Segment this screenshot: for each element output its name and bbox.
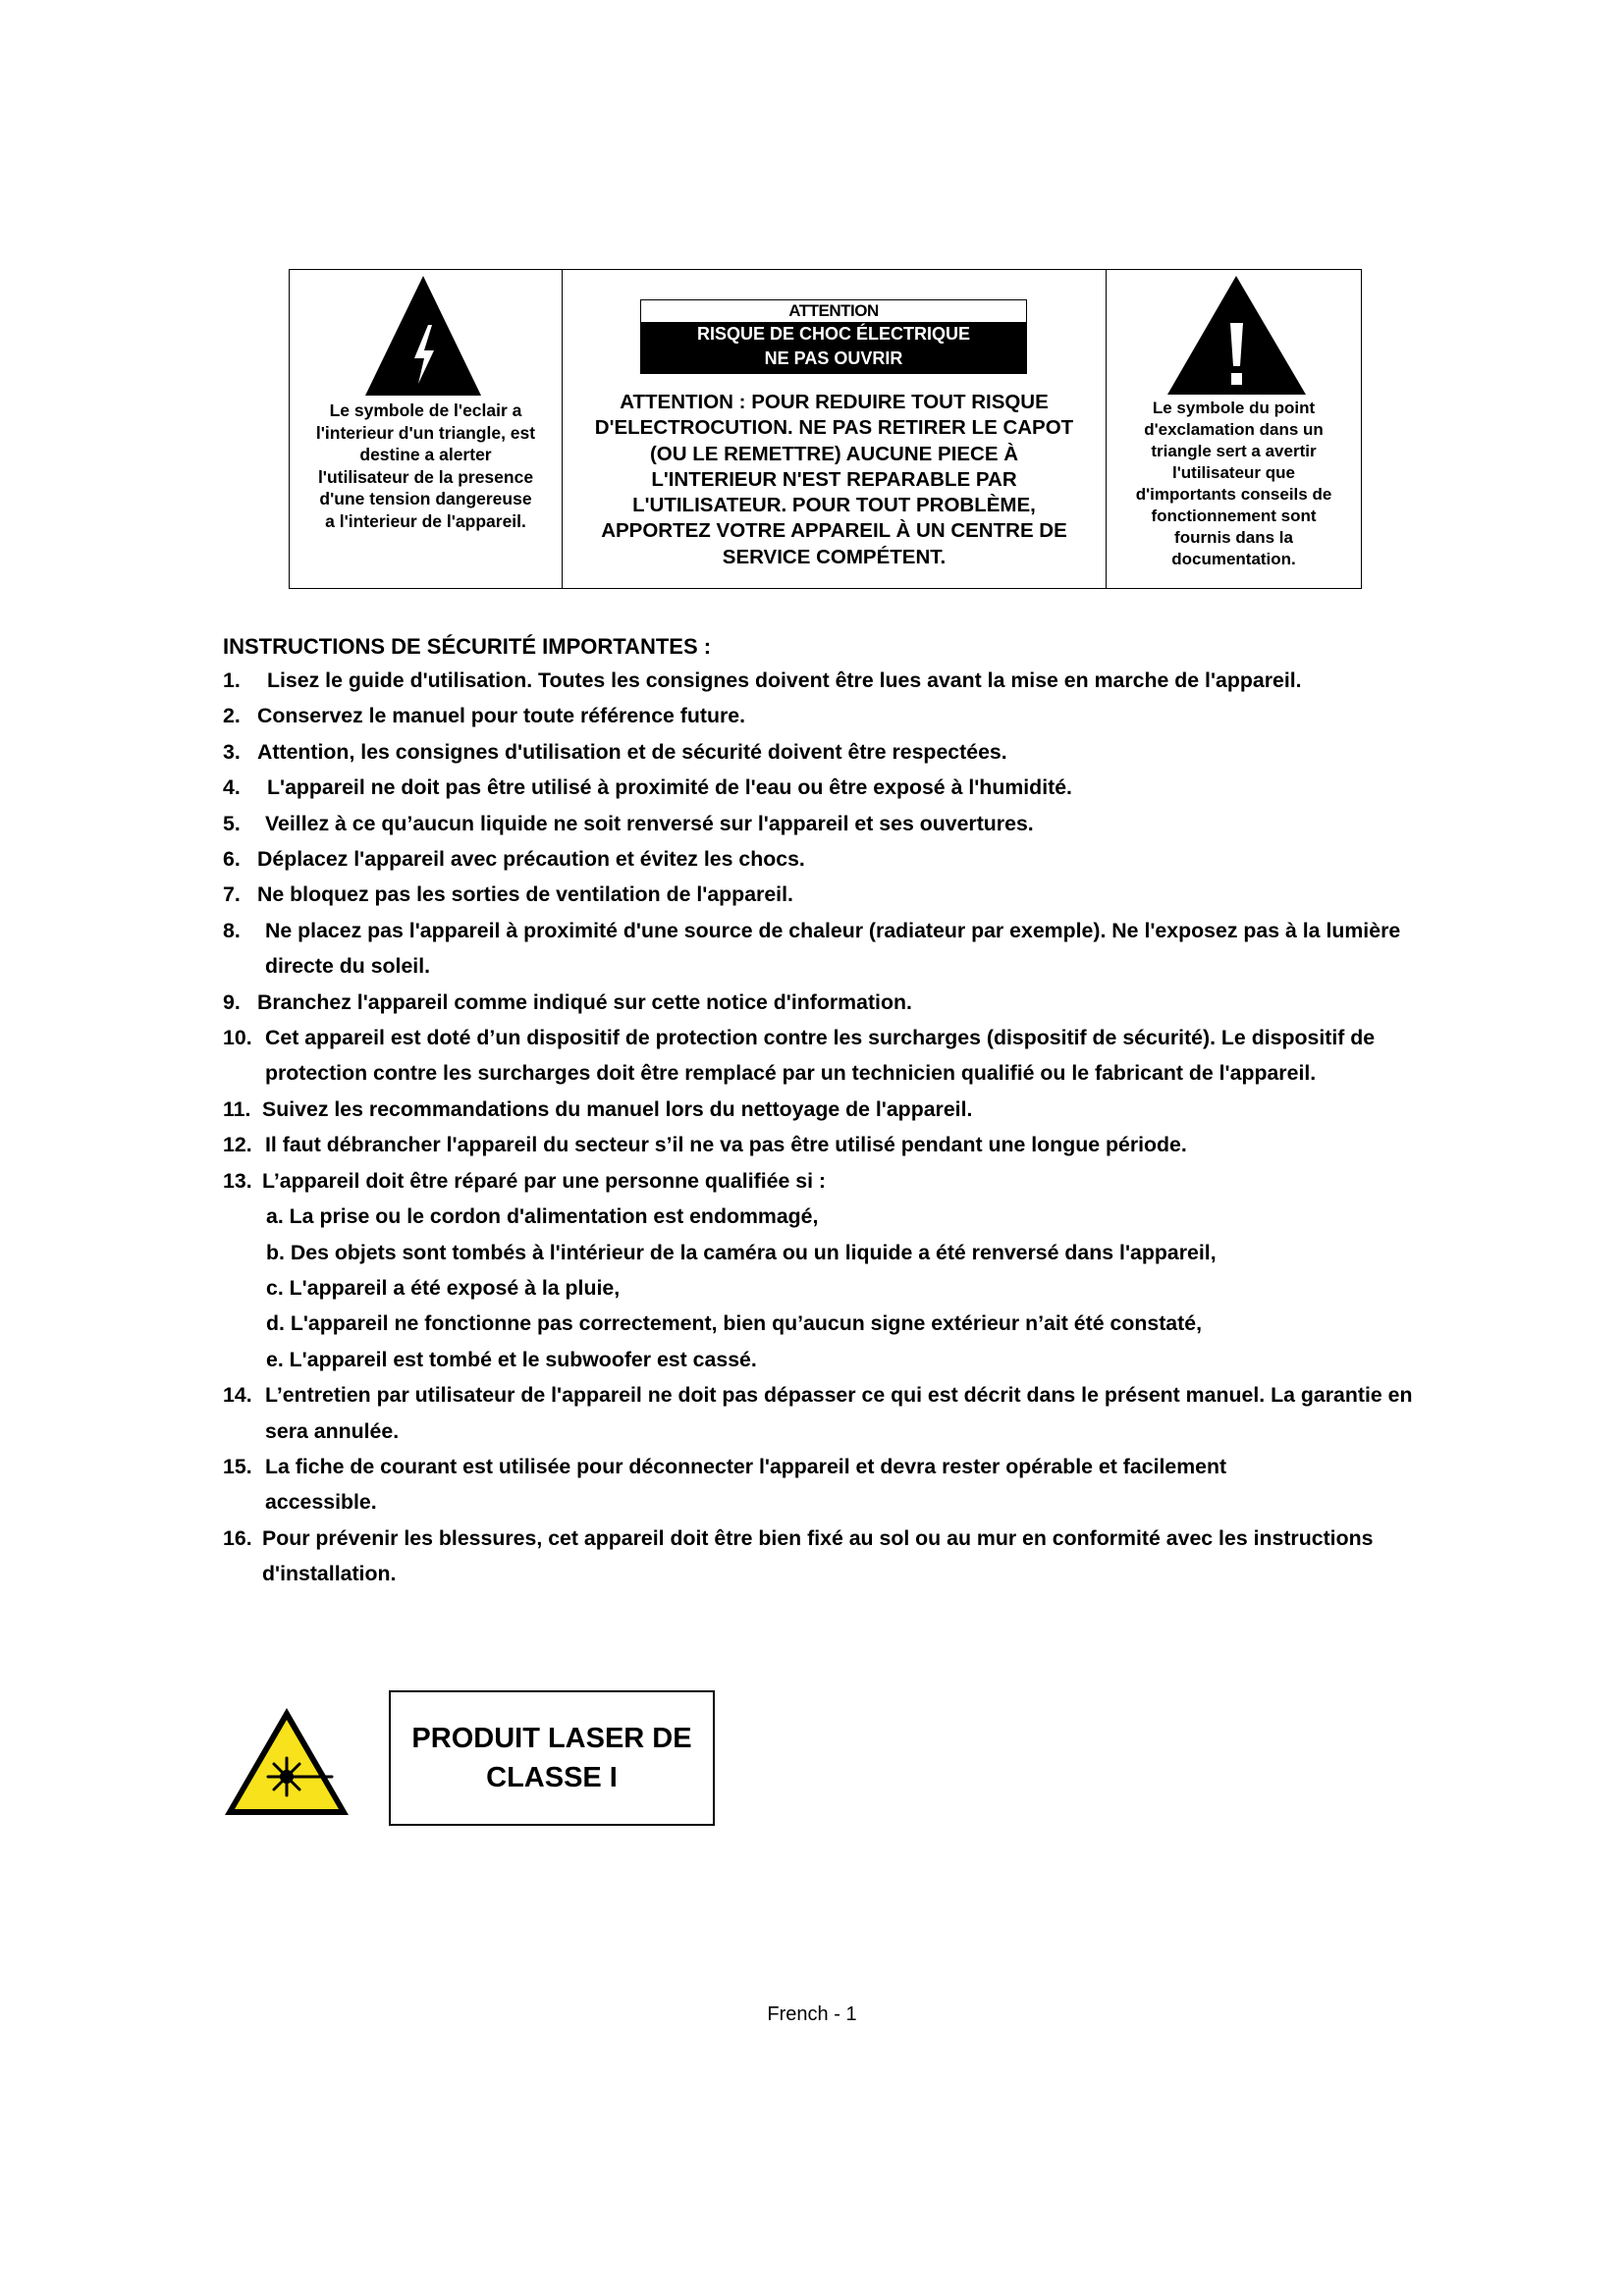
caution-label-banner: RISQUE DE CHOC ÉLECTRIQUE NE PAS OUVRIR <box>641 322 1026 373</box>
lightning-symbol-cell <box>290 270 563 588</box>
caution-cell <box>563 270 1107 588</box>
instruction-item: 4. L'appareil ne doit pas être utilisé à proximité de l'eau ou être exposé à l'humidité. <box>223 775 1072 800</box>
instruction-item: 14. L’entretien par utilisateur de l'appareil ne doit pas dépasser ce qui est décrit dans le présent manuel. La garantie en sera annulée. <box>223 1383 1413 1443</box>
exclamation-symbol-cell <box>1107 270 1361 588</box>
instruction-item: 8. Ne placez pas l'appareil à proximité d'une source de chaleur (radiateur par exemple). Ne l'exposez pas à la lumière directe du soleil. <box>223 918 1401 979</box>
instruction-item: 3. Attention, les consignes d'utilisation et de sécurité doivent être respectées. <box>223 739 1007 764</box>
sub-item: a. La prise ou le cordon d'alimentation est endommagé, <box>266 1204 819 1229</box>
exclamation-symbol-description: Le symbole du point d'exclamation dans un triangle sert a avertir l'utilisateur que d'importants conseils de fonctionnement sont fournis dans la documentation. <box>1135 399 1332 568</box>
instruction-item: 9. Branchez l'appareil comme indiqué sur cette notice d'information. <box>223 989 912 1014</box>
exclamation-warning-icon <box>1165 274 1308 397</box>
caution-label <box>640 299 1027 374</box>
instruction-item: 2. Conservez le manuel pour toute référence future. <box>223 704 746 728</box>
sub-item: c. L'appareil a été exposé à la pluie, <box>266 1275 621 1300</box>
instruction-item: 15. La fiche de courant est utilisée pour déconnecter l'appareil et devra rester opérable et facilement accessible. <box>223 1454 1227 1515</box>
lightning-warning-icon <box>363 274 483 398</box>
sub-item: e. L'appareil est tombé et le subwoofer est cassé. <box>266 1347 757 1371</box>
instruction-item: 6. Déplacez l'appareil avec précaution et évitez les chocs. <box>223 847 805 872</box>
safety-warning-panel <box>289 269 1362 589</box>
instruction-item: 10. Cet appareil est doté d’un dispositif de protection contre les surcharges (dispositif de sécurité). Le dispositif de protection contre les surcharges doit être remplacé par un technicien qualifié ou le fabricant de l'appareil. <box>223 1026 1376 1086</box>
laser-warning-icon <box>222 1705 352 1818</box>
instruction-item: 12. Il faut débrancher l'appareil du secteur s’il ne va pas être utilisé pendant une longue période. <box>223 1133 1187 1157</box>
instructions-list <box>223 663 1460 1592</box>
caution-label-title: ATTENTION <box>788 301 879 320</box>
instruction-item: 5. Veillez à ce qu’aucun liquide ne soit renversé sur l'appareil et ses ouvertures. <box>223 811 1034 835</box>
instruction-item: 7. Ne bloquez pas les sorties de ventilation de l'appareil. <box>223 882 793 907</box>
lightning-symbol-description: Le symbole de l'eclair a l'interieur d'un triangle, est destine a alerter l'utilisateur de la presence d'une tension dangereuse a l'interieur de l'appareil. <box>315 400 536 531</box>
caution-text: ATTENTION : POUR REDUIRE TOUT RISQUE D'ELECTROCUTION. NE PAS RETIRER LE CAPOT (OU LE REMETTRE) AUCUNE PIECE À L'INTERIEUR N'EST REPARABLE PAR L'UTILISATEUR. POUR TOUT PROBLÈME, APPORTEZ VOTRE APPAREIL À UN CENTRE DE SERVICE COMPÉTENT. <box>594 391 1074 568</box>
page-footer: French - 1 <box>767 2003 857 2025</box>
instructions-title: INSTRUCTIONS DE SÉCURITÉ IMPORTANTES : <box>223 634 712 659</box>
sub-item: d. L'appareil ne fonctionne pas correctement, bien qu’aucun signe extérieur n’ait été constaté, <box>266 1311 1202 1336</box>
sub-item: b. Des objets sont tombés à l'intérieur de la caméra ou un liquide a été renversé dans l'appareil, <box>266 1240 1217 1264</box>
laser-class-label: PRODUIT LASER DE CLASSE I <box>389 1690 715 1826</box>
instruction-item: 16. Pour prévenir les blessures, cet appareil doit être bien fixé au sol ou au mur en conformité avec les instructions d'installation. <box>223 1525 1374 1586</box>
instruction-item: 1. Lisez le guide d'utilisation. Toutes les consignes doivent être lues avant la mise en marche de l'appareil. <box>223 668 1302 692</box>
instruction-item: 11. Suivez les recommandations du manuel lors du nettoyage de l'appareil. <box>223 1096 973 1121</box>
instruction-item: 13. L’appareil doit être réparé par une personne qualifiée si : <box>223 1168 826 1193</box>
